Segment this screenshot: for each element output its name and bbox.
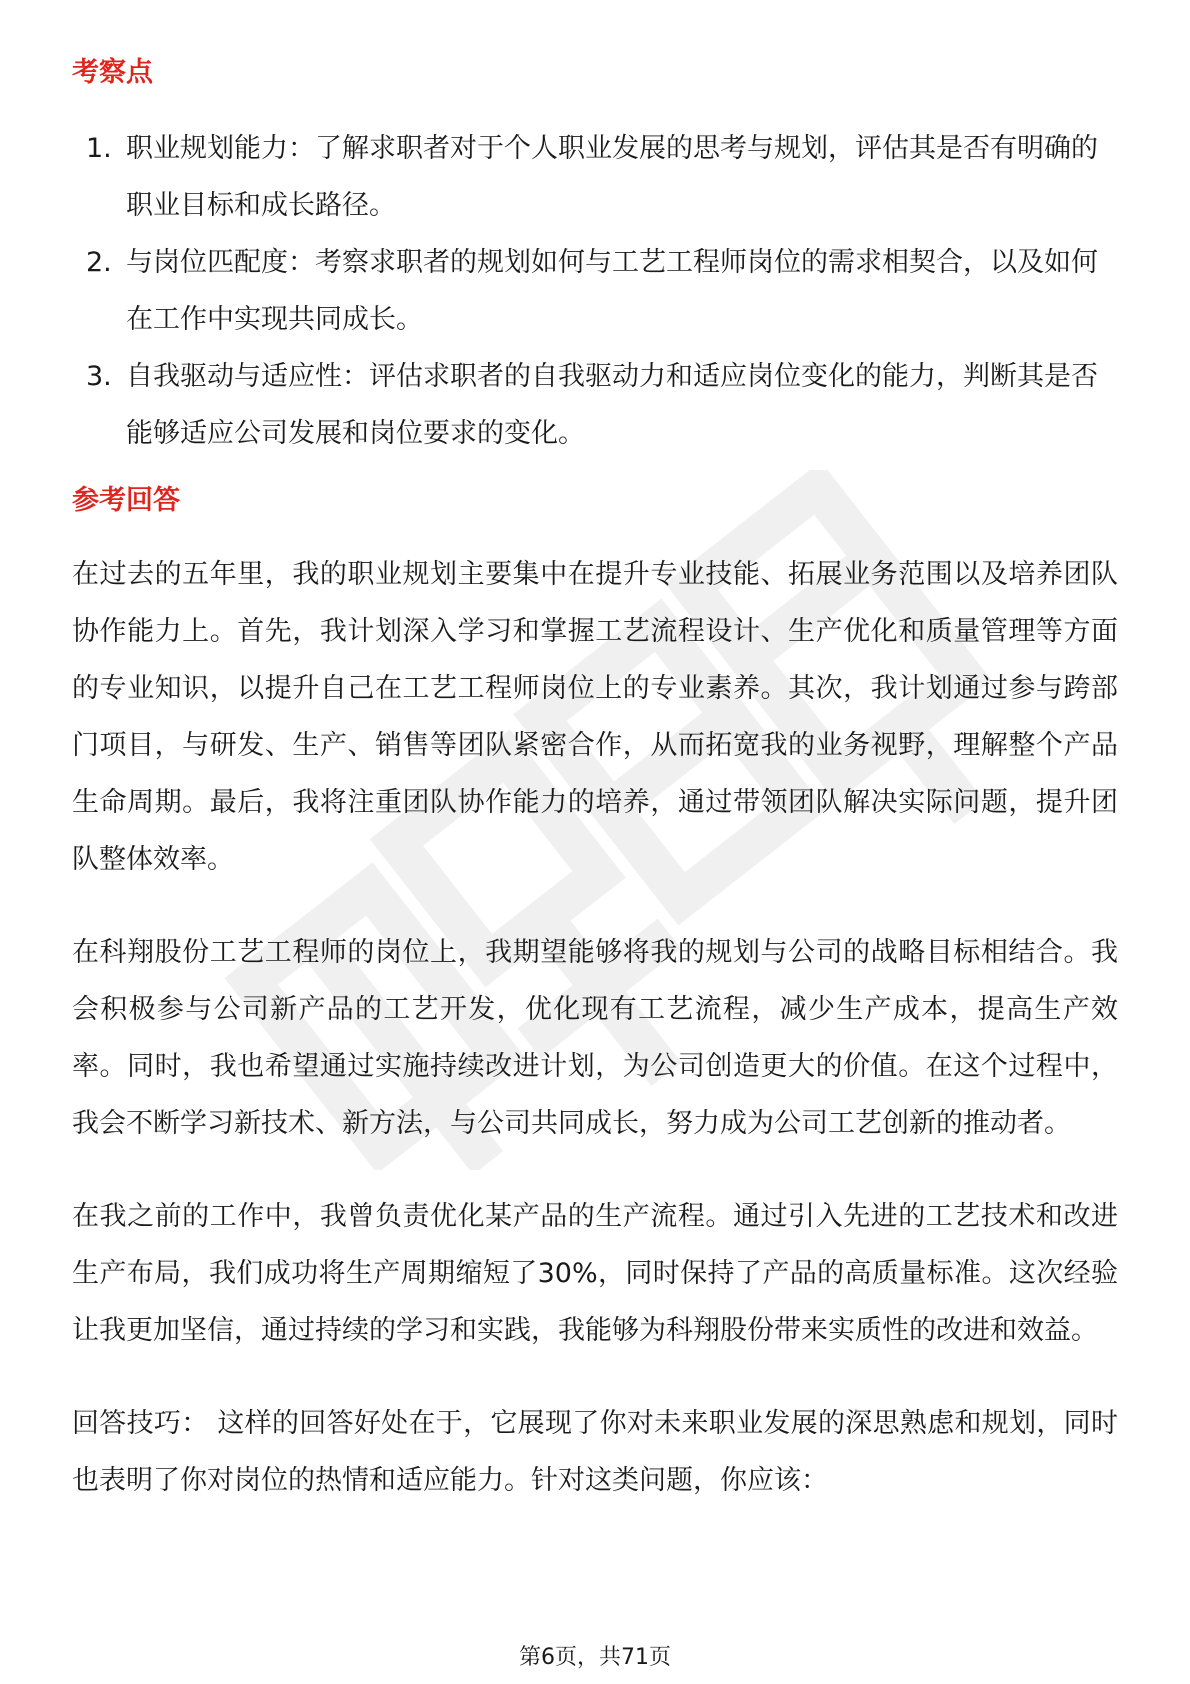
list-item-number: 2. <box>86 247 112 278</box>
list-item-text: 自我驱动与适应性：评估求职者的自我驱动力和适应岗位变化的能力，判断其是否能够适应公司发展和岗位要求的变化。 <box>126 361 1098 449</box>
list-item-number: 1. <box>86 133 112 164</box>
list-item <box>72 120 1118 234</box>
answer-paragraph: 在科翔股份工艺工程师的岗位上，我期望能够将我的规划与公司的战略目标相结合。我会积极参与公司新产品的工艺开发，优化现有工艺流程，减少生产成本，提高生产效率。同时，我也希望通过实施持续改进计划，为公司创造更大的价值。在这个过程中，我会不断学习新技术、新方法，与公司共同成长，努力成为公司工艺创新的推动者。 <box>72 937 1118 1139</box>
list-item-text: 职业规划能力：了解求职者对于个人职业发展的思考与规划，评估其是否有明确的职业目标和成长路径。 <box>126 133 1098 221</box>
list-item-number: 3. <box>86 361 112 392</box>
section-title-assessment: 考察点 <box>72 57 153 88</box>
list-item <box>72 348 1118 462</box>
assessment-points-list <box>72 120 1118 462</box>
answer-tips-paragraph: 回答技巧： 这样的回答好处在于，它展现了你对未来职业发展的深思熟虑和规划，同时也表明了你对岗位的热情和适应能力。针对这类问题，你应该： <box>72 1408 1118 1496</box>
answer-paragraph: 在我之前的工作中，我曾负责优化某产品的生产流程。通过引入先进的工艺技术和改进生产布局，我们成功将生产周期缩短了30%，同时保持了产品的高质量标准。这次经验让我更加坚信，通过持续的学习和实践，我能够为科翔股份带来实质性的改进和效益。 <box>72 1201 1118 1346</box>
section-title-reference-answer: 参考回答 <box>72 485 180 516</box>
answer-paragraph: 在过去的五年里，我的职业规划主要集中在提升专业技能、拓展业务范围以及培养团队协作能力上。首先，我计划深入学习和掌握工艺流程设计、生产优化和质量管理等方面的专业知识，以提升自己在工艺工程师岗位上的专业素养。其次，我计划通过参与跨部门项目，与研发、生产、销售等团队紧密合作，从而拓宽我的业务视野，理解整个产品生命周期。最后，我将注重团队协作能力的培养，通过带领团队解决实际问题，提升团队整体效率。 <box>72 559 1118 875</box>
list-item-text: 与岗位匹配度：考察求职者的规划如何与工艺工程师岗位的需求相契合，以及如何在工作中实现共同成长。 <box>126 247 1098 335</box>
document-content <box>72 48 1118 1509</box>
page-number-footer: 第6页，共71页 <box>519 1645 671 1670</box>
list-item <box>72 234 1118 348</box>
